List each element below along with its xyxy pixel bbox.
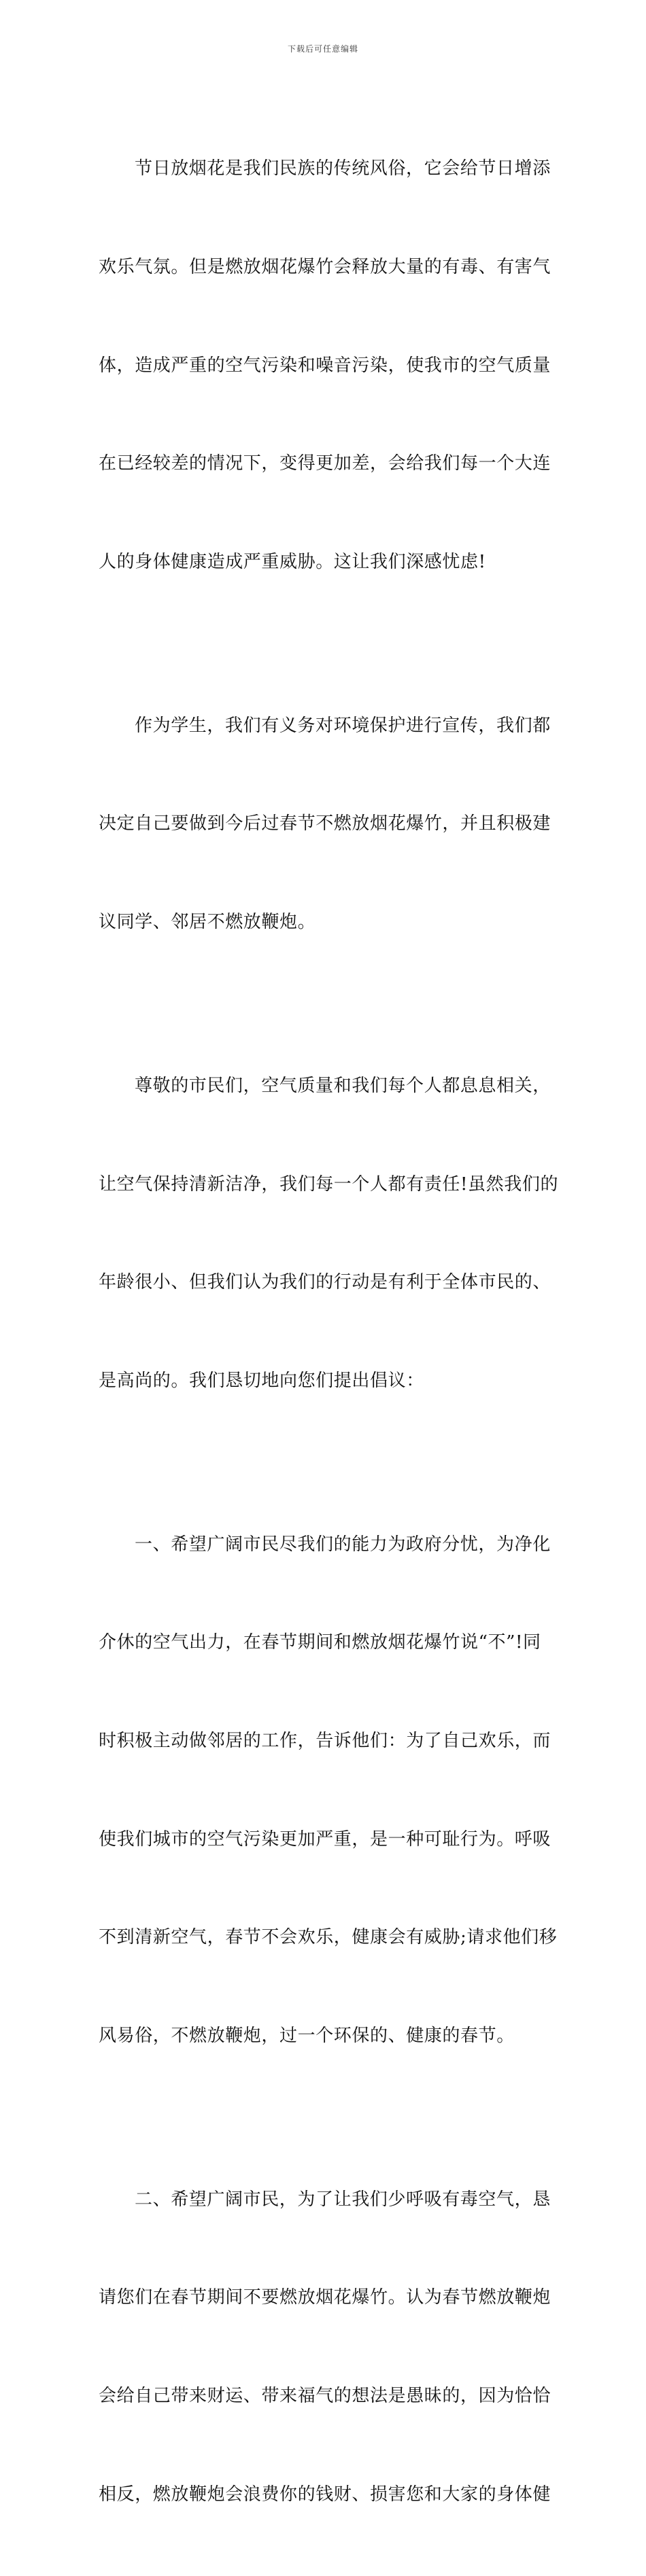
text-line: 年龄很小、但我们认为我们的行动是有利于全体市民的、: [99, 1272, 551, 1293]
text-line: 欢乐气氛。但是燃放烟花爆竹会释放大量的有毒、有害气: [99, 257, 551, 277]
text-line: 会给自己带来财运、带来福气的想法是愚昧的，因为恰恰: [99, 2385, 551, 2406]
text-line: 风易俗，不燃放鞭炮，过一个环保的、健康的春节。: [99, 2025, 515, 2046]
text-line: 使我们城市的空气污染更加严重，是一种可耻行为。呼吸: [99, 1829, 551, 1850]
text-line: 一、希望广阔市民尽我们的能力为政府分忧，为净化: [135, 1534, 551, 1555]
text-line: 请您们在春节期间不要燃放烟花爆竹。认为春节燃放鞭炮: [99, 2287, 551, 2308]
paragraph-1: [99, 87, 549, 643]
text-line: 作为学生，我们有义务对环境保护进行宣传，我们都: [135, 715, 551, 736]
text-line: 人的身体健康造成严重威胁。这让我们深感忧虑!: [99, 551, 486, 572]
text-line: 是高尚的。我们恳切地向您们提出倡议：: [99, 1370, 424, 1391]
text-line: 决定自己要做到今后过春节不燃放烟花爆竹，并且积极建: [99, 813, 551, 834]
text-line: 介休的空气出力，在春节期间和燃放烟花爆竹说“不”!同: [99, 1632, 541, 1653]
text-line: 让空气保持清新洁净，我们每一个人都有责任!虽然我们的: [99, 1174, 559, 1195]
text-line: 相反，燃放鞭炮会浪费你的钱财、损害您和大家的身体健: [99, 2484, 551, 2505]
document-body: [99, 87, 559, 2576]
text-line: 节日放烟花是我们民族的传统风俗，它会给节日增添: [135, 158, 551, 179]
text-line: 二、希望广阔市民，为了让我们少呼吸有毒空气，恳: [135, 2189, 551, 2210]
text-line: 尊敬的市民们，空气质量和我们每个人都息息相关，: [135, 1075, 551, 1096]
paragraph-5: [99, 2117, 549, 2576]
text-line: 在已经较差的情况下，变得更加差，会给我们每一个大连: [99, 453, 551, 474]
paragraph-4: [99, 1462, 558, 2117]
text-line: 体，造成严重的空气污染和噪音污染，使我市的空气质量: [99, 355, 551, 376]
text-line: 不到清新空气，春节不会欢乐，健康会有威胁;请求他们移: [99, 1927, 558, 1948]
text-line: 议同学、邻居不燃放鞭炮。: [99, 911, 316, 932]
paragraph-3: [99, 1004, 559, 1463]
text-line: 时积极主动做邻居的工作，告诉他们：为了自己欢乐，而: [99, 1730, 551, 1751]
page-header-note: 下载后可任意编辑: [287, 44, 358, 54]
paragraph-2: [99, 643, 549, 1004]
